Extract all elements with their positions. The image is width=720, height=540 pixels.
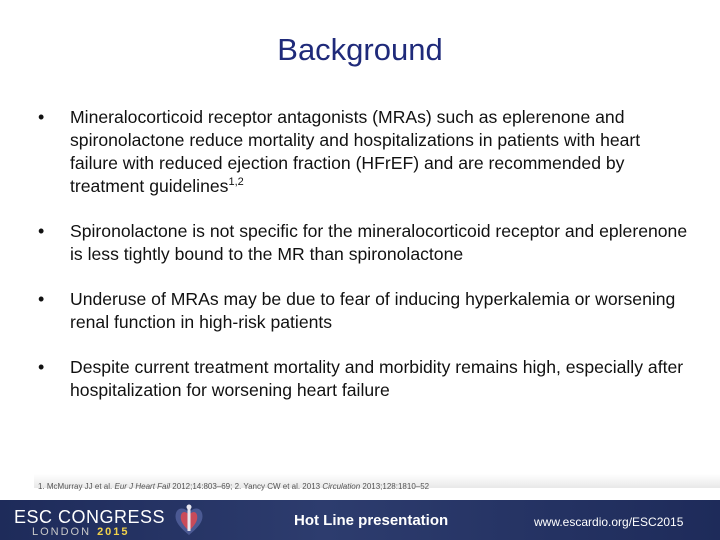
bullet-item [38,106,688,198]
citation-superscript: 1,2 [228,176,244,189]
bullet-item [38,288,688,334]
reference-2-journal: Circulation [322,482,361,491]
session-label: Hot Line presentation [294,512,449,529]
bullet-item [38,220,688,266]
congress-brand: ESC CONGRESS [14,507,166,527]
bullet-list [38,106,688,402]
website-url: www.escardio.org/ESC2015 [534,515,684,529]
bullet-text: Spironolactone is not specific for the mineralocorticoid receptor and eplerenone is less tightly bound to the MR than spironolactone [70,221,688,264]
bullet-text: Despite current treatment mortality and morbidity remains high, especially after hospitalization for worsening heart failure [70,357,684,400]
bullet-text: Mineralocorticoid receptor antagonists (MRAs) such as eplerenone and spironolactone reduce mortality and hospitalizations in patients with heart failure with reduced ejection fraction (HFrEF) and are recommended by treatment guidelines [70,107,641,196]
bullet-item [38,356,688,402]
slide-title: Background [277,32,443,67]
esc-heart-emblem-icon [172,502,206,538]
reference-2-details: 2013;128:1810–52 [362,482,430,491]
reference-1-authors: 1. McMurray JJ et al. [38,482,113,491]
congress-year: 2015 [97,526,130,538]
congress-location [32,526,130,538]
congress-city: LONDON [32,526,92,538]
references [38,482,429,491]
bullet-text: Underuse of MRAs may be due to fear of inducing hyperkalemia or worsening renal function in high-risk patients [70,289,676,332]
reference-1-journal: Eur J Heart Fail [114,482,171,491]
reference-details: 2012;14:803–69; 2. Yancy CW et al. 2013 [172,482,321,491]
